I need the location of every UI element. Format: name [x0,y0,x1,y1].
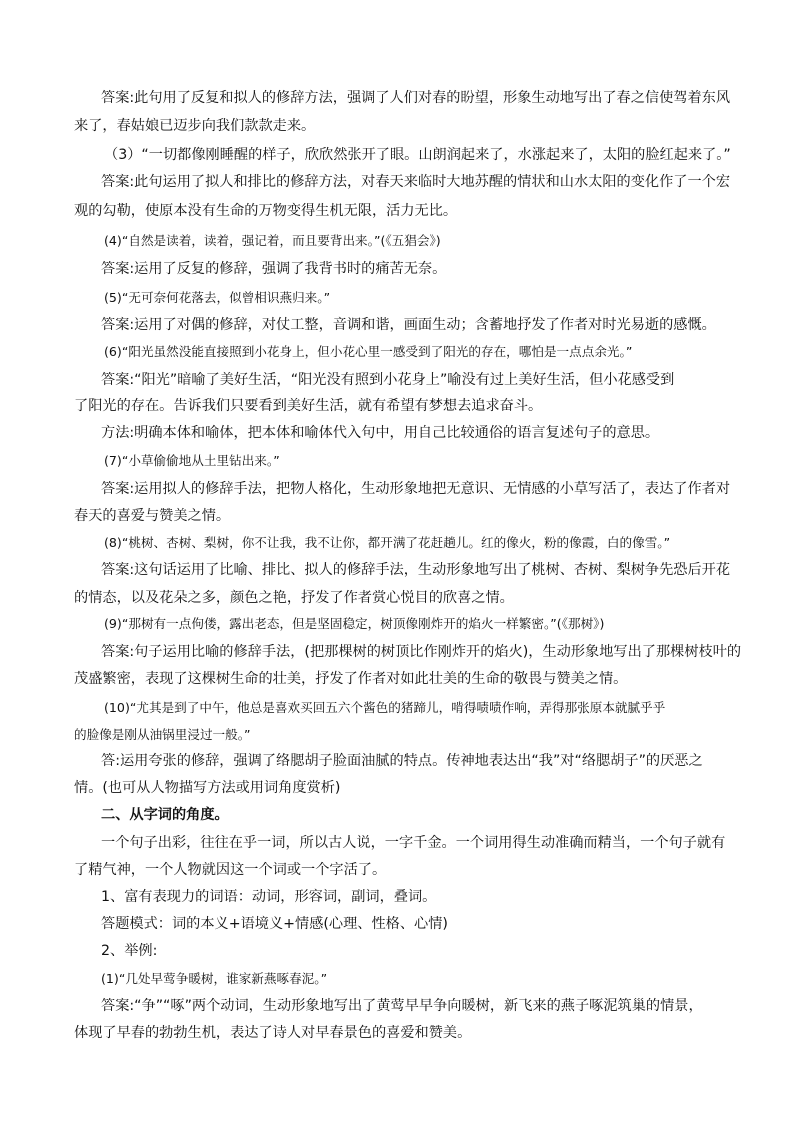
question-text-line: (5)“无可奈何花落去，似曾相识燕归来。” [104,290,331,305]
body-text-line: 2、举例: [101,943,158,959]
method-text-line: 方法:明确本体和喻体，把本体和喻体代入句中，用自己比较通俗的语言复述句子的意思。 [101,425,660,441]
section-heading: 二、从字词的角度。 [101,807,229,823]
answer-text-line: 答案:这句话运用了比喻、排比、拟人的修辞手法，生动形象地写出了桃树、杏树、梨树争先恐后开花 [101,562,731,578]
body-text-line: 了精气神，一个人物就因这一个词或一个字活了。 [74,862,387,878]
question-text-line: (9)“那树有一点佝偻，露出老态，但是坚固稳定，树顶像刚炸开的焰火一样繁密。”(《那树》) [104,616,605,631]
answer-text-line: 体现了早春的勃勃生机，表达了诗人对早春景色的喜爱和赞美。 [74,1025,472,1041]
answer-text-line: 情。(也可从人物描写方法或用词角度赏析) [74,780,341,796]
body-text-line: 一个句子出彩，往往在乎一词，所以古人说，一字千金。一个词用得生动准确而精当，一个句子就有 [101,835,726,851]
question-text-line: (6)“阳光虽然没能直接照到小花身上，但小花心里一感受到了阳光的存在，哪怕是一点点余光。” [104,344,633,359]
answer-text-line: 答案:“争”“啄”两个动词，生动形象地写出了黄莺早早争向暖树，新飞来的燕子啄泥筑巢的情景， [101,998,703,1014]
question-text-line: （3）“一切都像刚睡醒的样子，欣欣然张开了眼。山朗润起来了，水涨起来了，太阳的脸红起来了。” [104,147,731,163]
answer-text-line: 答:运用夸张的修辞，强调了络腮胡子脸面油腻的特点。传神地表达出“我”对“络腮胡子”的厌恶之 [101,753,703,769]
question-text-line: (1)“几处早莺争暖树，谁家新燕啄春泥。” [101,971,328,986]
answer-text-line: 答案:此句运用了拟人和排比的修辞方法，对春天来临时大地苏醒的情状和山水太阳的变化作了一个宏 [101,174,731,190]
question-text-line: (10)“尤其是到了中午，他总是喜欢买回五六个酱色的猪蹄儿，啃得啧啧作响，弄得那张原本就腻乎乎 [104,700,666,715]
answer-text-line: 答案:此句用了反复和拟人的修辞方法，强调了人们对春的盼望，形象生动地写出了春之信使驾着东风 [101,90,731,106]
question-text-line: (8)“桃树、杏树、梨树，你不让我，我不让你，都开满了花赶趟儿。红的像火，粉的像霞，白的像雪。” [104,535,671,550]
question-text-line: (4)“自然是读着，读着，强记着，而且要背出来。”(《五猖会》) [104,233,441,248]
answer-text-line: 观的勾勒，使原本没有生命的万物变得生机无限，活力无比。 [74,203,458,219]
answer-text-line: 来了，春姑娘已迈步向我们款款走来。 [74,118,316,134]
body-text-line: 答题模式：词的本义+语境义+情感(心理、性格、心情) [101,916,448,932]
answer-text-line: 的情态，以及花朵之多，颜色之艳，抒发了作者赏心悦目的欣喜之情。 [74,590,514,606]
body-text-line: 1、富有表现力的词语：动词，形容词，副词，叠词。 [101,889,437,905]
answer-text-line: 了阳光的存在。告诉我们只要看到美好生活，就有希望有梦想去追求奋斗。 [74,398,543,414]
answer-text-line: 答案:运用了对偶的修辞，对仗工整，音调和谐，画面生动；含蓄地抒发了作者对时光易逝的感慨。 [101,317,716,333]
answer-text-line: 答案:运用了反复的修辞，强调了我背书时的痛苦无奈。 [101,261,447,277]
question-text-line: 的脸像是刚从油锅里浸过一般。” [74,727,251,742]
answer-text-line: 茂盛繁密，表现了这棵树生命的壮美，抒发了作者对如此壮美的生命的敬畏与赞美之情。 [74,671,628,687]
answer-text-line: 答案:句子运用比喻的修辞手法，(把那棵树的树顶比作刚炸开的焰火)，生动形象地写出了那棵树枝叶的 [101,644,742,660]
answer-text-line: 春天的喜爱与赞美之情。 [74,508,231,524]
answer-text-line: 答案:“阳光”暗喻了美好生活，“阳光没有照到小花身上”喻没有过上美好生活，但小花感受到 [101,372,675,388]
question-text-line: (7)“小草偷偷地从土里钻出来。” [104,453,280,468]
answer-text-line: 答案:运用拟人的修辞手法，把物人格化，生动形象地把无意识、无情感的小草写活了，表达了作者对 [101,481,731,497]
